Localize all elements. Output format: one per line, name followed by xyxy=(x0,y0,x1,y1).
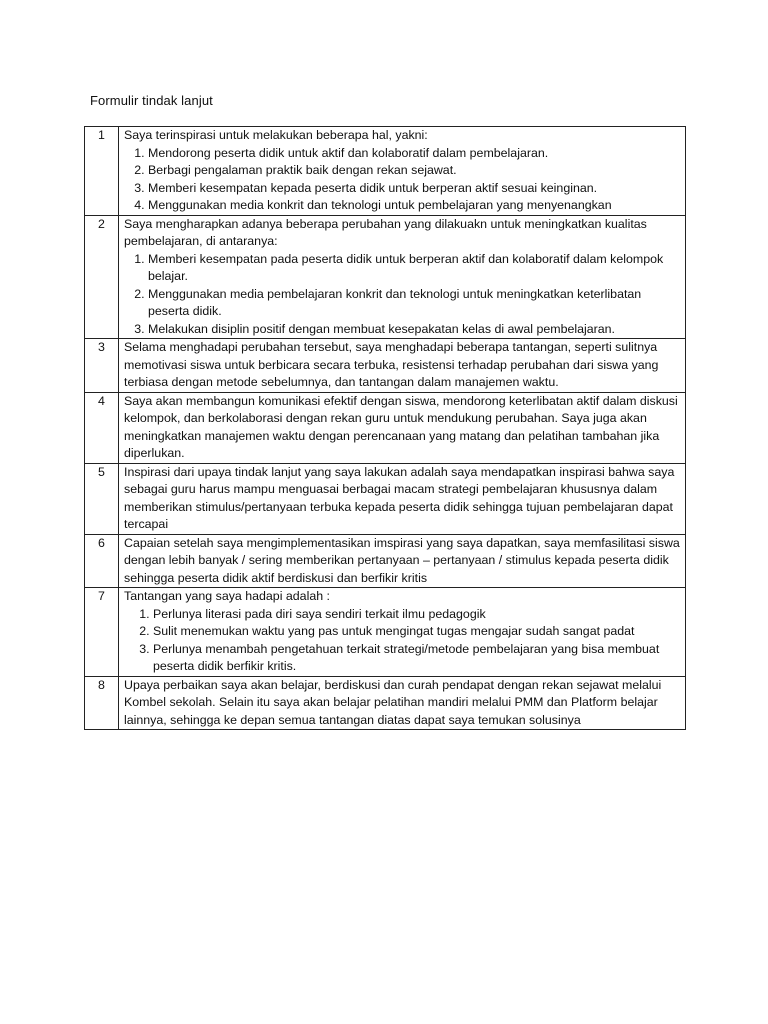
numbered-list xyxy=(124,251,681,339)
list-item: 1. Mendorong peserta didik untuk aktif dan kolaboratif dalam pembelajaran. xyxy=(148,145,681,163)
table-row xyxy=(85,676,686,730)
row-number: 1 xyxy=(85,127,119,216)
list-item: 1. Perlunya literasi pada diri saya sendiri terkait ilmu pedagogik xyxy=(153,606,681,624)
row-content xyxy=(119,127,686,216)
row-number: 4 xyxy=(85,392,119,463)
row-content xyxy=(119,215,686,339)
list-item: 4. Menggunakan media konkrit dan teknologi untuk pembelajaran yang menyenangkan xyxy=(148,197,681,215)
list-item: 2. Menggunakan media pembelajaran konkrit dan teknologi untuk meningkatkan keterlibatan peserta didik. xyxy=(148,286,681,321)
table-row xyxy=(85,127,686,216)
page-title: Formulir tindak lanjut xyxy=(90,93,213,108)
table-row xyxy=(85,339,686,393)
row-intro: Saya mengharapkan adanya beberapa perubahan yang dilakuakn untuk meningkatkan kualitas pembelajaran, di antaranya: xyxy=(124,216,647,248)
row-text: Upaya perbaikan saya akan belajar, berdiskusi dan curah pendapat dengan rekan sejawat melalui Kombel sekolah. Selain itu saya akan belajar pelatihan mandiri melalui PMM dan Platform belajar lainnya, sehingga ke depan semua tantangan diatas dapat saya temukan solusinya xyxy=(119,676,686,730)
table-row xyxy=(85,392,686,463)
row-text: Saya akan membangun komunikasi efektif dengan siswa, mendorong keterlibatan aktif dalam diskusi kelompok, dan berkolaborasi dengan rekan guru untuk mendukung perubahan. Saya juga akan meningkatkan manajemen waktu dengan perencanaan yang matang dan pelatihan tambahan jika diperlukan. xyxy=(119,392,686,463)
row-number: 5 xyxy=(85,463,119,534)
list-item: 2. Berbagi pengalaman praktik baik dengan rekan sejawat. xyxy=(148,162,681,180)
follow-up-table xyxy=(84,126,686,730)
table-row xyxy=(85,215,686,339)
row-number: 8 xyxy=(85,676,119,730)
row-number: 3 xyxy=(85,339,119,393)
numbered-list xyxy=(124,606,681,676)
list-item: 2. Sulit menemukan waktu yang pas untuk mengingat tugas mengajar sudah sangat padat xyxy=(153,623,681,641)
row-text: Selama menghadapi perubahan tersebut, saya menghadapi beberapa tantangan, seperti sulitnya memotivasi siswa untuk berbicara secara terbuka, resistensi terhadap perubahan dari siswa yang terbiasa dengan metode sebelumnya, dan tantangan dalam manajemen waktu. xyxy=(119,339,686,393)
row-intro: Saya terinspirasi untuk melakukan beberapa hal, yakni: xyxy=(124,128,428,142)
row-number: 2 xyxy=(85,215,119,339)
table-row xyxy=(85,588,686,677)
list-item: 3. Perlunya menambah pengetahuan terkait strategi/metode pembelajaran yang bisa membuat peserta didik berfikir kritis. xyxy=(153,641,681,676)
table-row xyxy=(85,534,686,588)
row-text: Inspirasi dari upaya tindak lanjut yang saya lakukan adalah saya mendapatkan inspirasi bahwa saya sebagai guru harus mampu menguasai berbagai macam strategi pembelajaran khususnya dalam memberikan stimulus/pertanyaan terbuka kepada peserta didik sehingga tujuan pembelajaran dapat tercapai xyxy=(119,463,686,534)
list-item: 3. Memberi kesempatan kepada peserta didik untuk berperan aktif sesuai keinginan. xyxy=(148,180,681,198)
list-item: 1. Memberi kesempatan pada peserta didik untuk berperan aktif dan kolaboratif dalam kelompok belajar. xyxy=(148,251,681,286)
row-intro: Tantangan yang saya hadapi adalah : xyxy=(124,589,330,603)
list-item: 3. Melakukan disiplin positif dengan membuat kesepakatan kelas di awal pembelajaran. xyxy=(148,321,681,339)
row-number: 7 xyxy=(85,588,119,677)
row-text: Capaian setelah saya mengimplementasikan imspirasi yang saya dapatkan, saya memfasilitasi siswa dengan lebih banyak / sering memberikan pertanyaan – pertanyaan / stimulus kepada peserta didik sehingga peserta didik aktif berdiskusi dan berfikir kritis xyxy=(119,534,686,588)
row-number: 6 xyxy=(85,534,119,588)
table-row xyxy=(85,463,686,534)
row-content xyxy=(119,588,686,677)
numbered-list xyxy=(124,145,681,215)
